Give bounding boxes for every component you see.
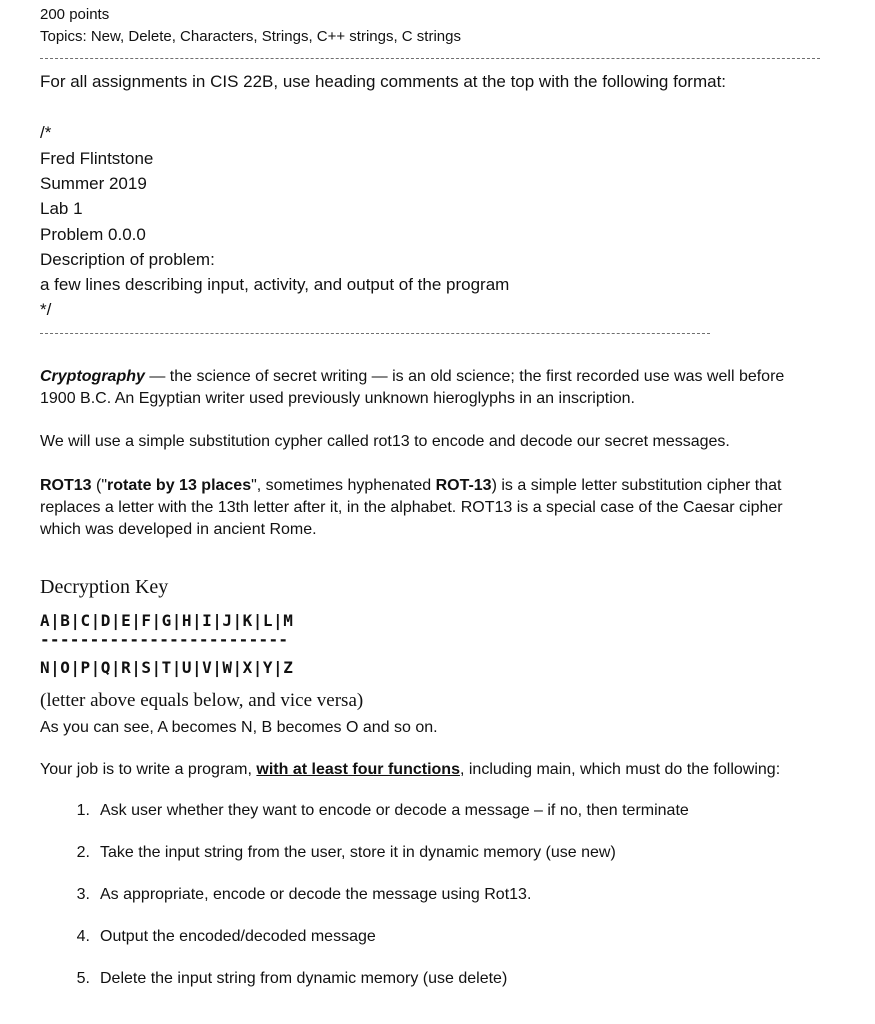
comment-line: Fred Flintstone — [40, 149, 154, 168]
rot13-text: replaces a letter with the 13th letter after it, in the alphabet. ROT13 is a special case of the Caesar cipher — [40, 499, 783, 516]
list-number: 2. — [76, 844, 90, 861]
key-example: As you can see, A becomes N, B becomes O and so on. — [40, 719, 438, 736]
key-note: (letter above equals below, and vice versa) — [40, 690, 364, 711]
list-item — [40, 884, 689, 926]
list-item — [40, 842, 689, 884]
comment-line: Lab 1 — [40, 199, 83, 218]
comment-close: */ — [40, 300, 52, 319]
cryptography-term: Cryptography — [40, 368, 145, 385]
list-text: Ask user whether they want to encode or decode a message – if no, then terminate — [100, 802, 689, 819]
comment-line: Summer 2019 — [40, 174, 147, 193]
rot13-text: ", sometimes hyphenated — [251, 477, 436, 494]
list-text: Delete the input string from dynamic memory (use delete) — [100, 970, 508, 987]
rot13-definition — [40, 475, 840, 541]
key-bottom-row: N|O|P|Q|R|S|T|U|V|W|X|Y|Z — [40, 658, 294, 677]
comment-line: a few lines describing input, activity, and output of the program — [40, 275, 510, 294]
rot13-meaning: rotate by 13 places — [107, 477, 252, 494]
task-list — [40, 800, 689, 1010]
comment-line: Problem 0.0.0 — [40, 225, 146, 244]
list-text: As appropriate, encode or decode the message using Rot13. — [100, 886, 532, 903]
rot13-term: ROT13 — [40, 477, 92, 494]
key-top-row: A|B|C|D|E|F|G|H|I|J|K|L|M — [40, 611, 294, 630]
job-prefix: Your job is to write a program, — [40, 761, 257, 778]
comment-open: /* — [40, 123, 52, 142]
cryptography-text: 1900 B.C. An Egyptian writer used previously unknown hieroglyphs in an inscription. — [40, 390, 635, 407]
rot13-text: ) is a simple letter substitution cipher that — [491, 477, 782, 494]
key-divider: ------------------------- — [40, 630, 289, 649]
list-item — [40, 968, 689, 1010]
rot13-text: (" — [91, 477, 108, 494]
job-emphasis: with at least four functions — [256, 761, 460, 778]
job-statement — [40, 761, 780, 779]
middle-separator — [40, 333, 710, 334]
list-item — [40, 926, 689, 968]
comment-line: Description of problem: — [40, 250, 215, 269]
rot13-text: which was developed in ancient Rome. — [40, 521, 317, 538]
list-item — [40, 800, 689, 842]
cryptography-text: — the science of secret writing — is an old science; the first recorded use was well before — [144, 368, 785, 385]
list-number: 4. — [76, 928, 90, 945]
list-text: Take the input string from the user, store it in dynamic memory (use new) — [100, 844, 616, 861]
rot13-hyphenated: ROT-13 — [435, 477, 492, 494]
list-text: Output the encoded/decoded message — [100, 928, 376, 945]
list-number: 1. — [76, 802, 90, 819]
list-number: 3. — [76, 886, 90, 903]
cryptography-paragraph — [40, 366, 840, 410]
rot13-intro: We will use a simple substitution cypher called rot13 to encode and decode our secret messages. — [40, 433, 730, 450]
job-suffix: , including main, which must do the following: — [459, 761, 781, 778]
decryption-key-title: Decryption Key — [40, 576, 169, 598]
instructions-text: For all assignments in CIS 22B, use heading comments at the top with the following format: — [40, 72, 727, 91]
points-label: 200 points — [40, 6, 110, 23]
top-separator — [40, 58, 820, 59]
topics-label: Topics: New, Delete, Characters, Strings, C++ strings, C strings — [40, 28, 461, 45]
list-number: 5. — [76, 970, 90, 987]
